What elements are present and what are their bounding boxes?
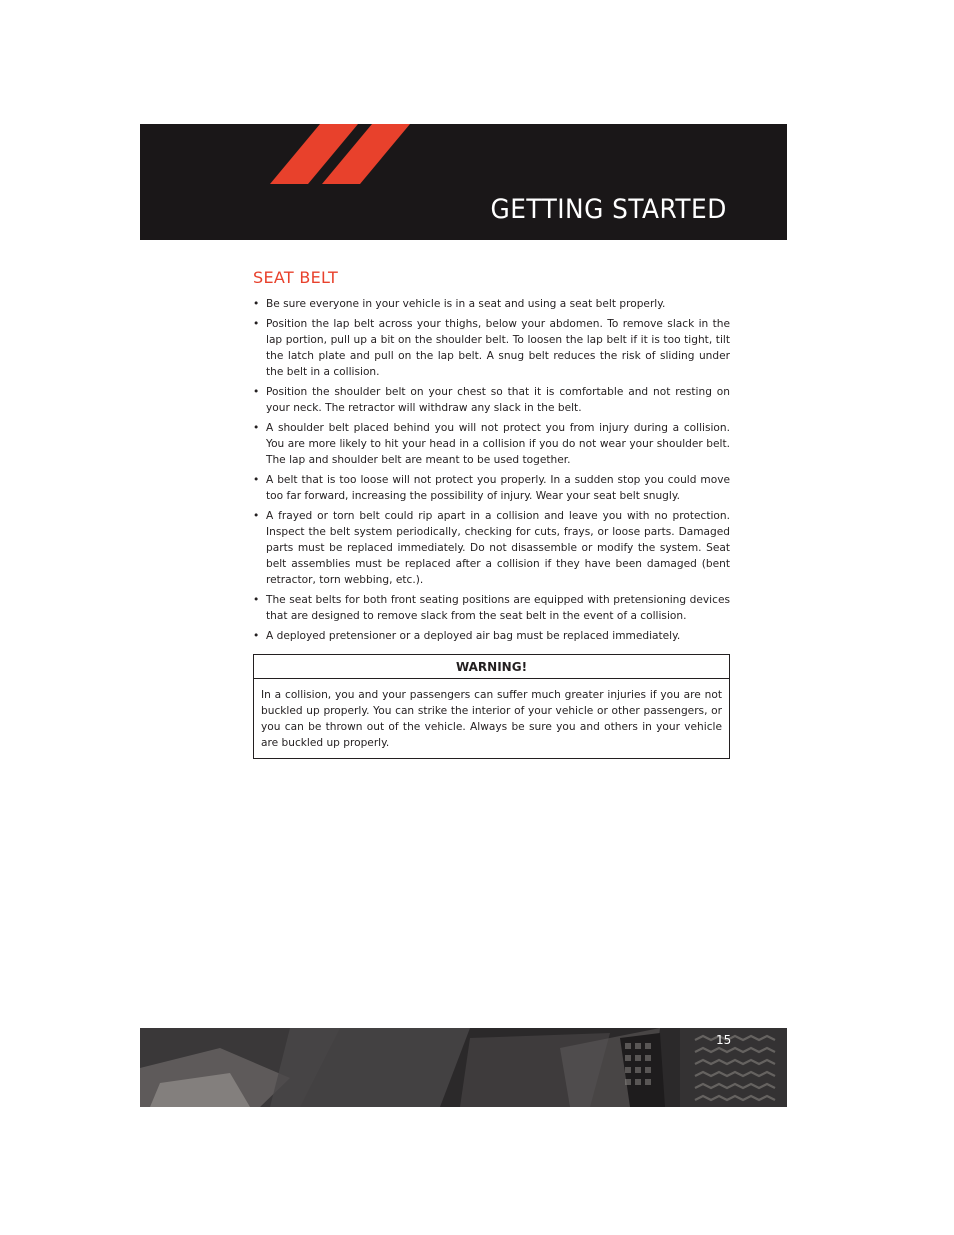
bullet-item	[253, 420, 730, 468]
bullet-text: Position the shoulder belt on your chest so that it is comfortable and not resting on your neck. The retractor will withdraw any slack in the belt.	[266, 386, 730, 414]
warning-title: WARNING!	[254, 655, 729, 679]
page-number: 15	[716, 1033, 732, 1047]
bullet-item	[253, 384, 730, 416]
chapter-header	[140, 124, 787, 240]
bullet-dot: •	[253, 318, 260, 330]
footer-interior-photo	[140, 1028, 787, 1107]
bullet-item	[253, 472, 730, 504]
bullet-dot: •	[253, 630, 260, 642]
bullet-text: A frayed or torn belt could rip apart in a collision and leave you with no protection. Inspect the belt system periodically, checking for cuts, frays, or loose parts. Damaged parts must be replaced immediately. Do not disassemble or modify the system. Seat belt assemblies must be replaced after a collision if they have been damaged (bent retractor, torn webbing, etc.).	[266, 510, 730, 586]
bullet-text: The seat belts for both front seating positions are equipped with pretensioning devices that are designed to remove slack from the seat belt in the event of a collision.	[266, 594, 730, 622]
bullet-item	[253, 592, 730, 624]
bullet-text: Be sure everyone in your vehicle is in a seat and using a seat belt properly.	[266, 298, 666, 310]
chapter-title: GETTING STARTED	[490, 194, 727, 225]
bullet-text: Position the lap belt across your thighs, below your abdomen. To remove slack in the lap portion, pull up a bit on the shoulder belt. To loosen the lap belt if it is too tight, tilt the latch plate and pull on the lap belt. A snug belt reduces the risk of sliding under the belt in a collision.	[266, 318, 730, 378]
bullet-text: A deployed pretensioner or a deployed air bag must be replaced immediately.	[266, 630, 681, 642]
bullet-item	[253, 296, 730, 312]
footer-band	[140, 1028, 787, 1107]
bullet-dot: •	[253, 594, 260, 606]
bullet-dot: •	[253, 386, 260, 398]
bullet-text: A belt that is too loose will not protect you properly. In a sudden stop you could move too far forward, increasing the possibility of injury. Wear your seat belt snugly.	[266, 474, 730, 502]
bullet-text: A shoulder belt placed behind you will not protect you from injury during a collision. You are more likely to hit your head in a collision if you do not wear your shoulder belt. The lap and shoulder belt are meant to be used together.	[266, 422, 730, 466]
bullet-dot: •	[253, 510, 260, 522]
warning-box	[253, 654, 730, 759]
brand-stripes-logo	[270, 124, 420, 184]
bullet-item	[253, 508, 730, 588]
warning-text: In a collision, you and your passengers can suffer much greater injuries if you are not buckled up properly. You can strike the interior of your vehicle or other passengers, or you can be thrown out of the vehicle. Always be sure you and others in your vehicle are buckled up properly.	[261, 689, 722, 749]
bullet-list	[253, 296, 730, 644]
section-title: SEAT BELT	[253, 268, 339, 287]
bullet-item	[253, 316, 730, 380]
bullet-dot: •	[253, 422, 260, 434]
bullet-item	[253, 628, 730, 644]
bullet-dot: •	[253, 298, 260, 310]
main-content	[253, 268, 730, 759]
bullet-dot: •	[253, 474, 260, 486]
